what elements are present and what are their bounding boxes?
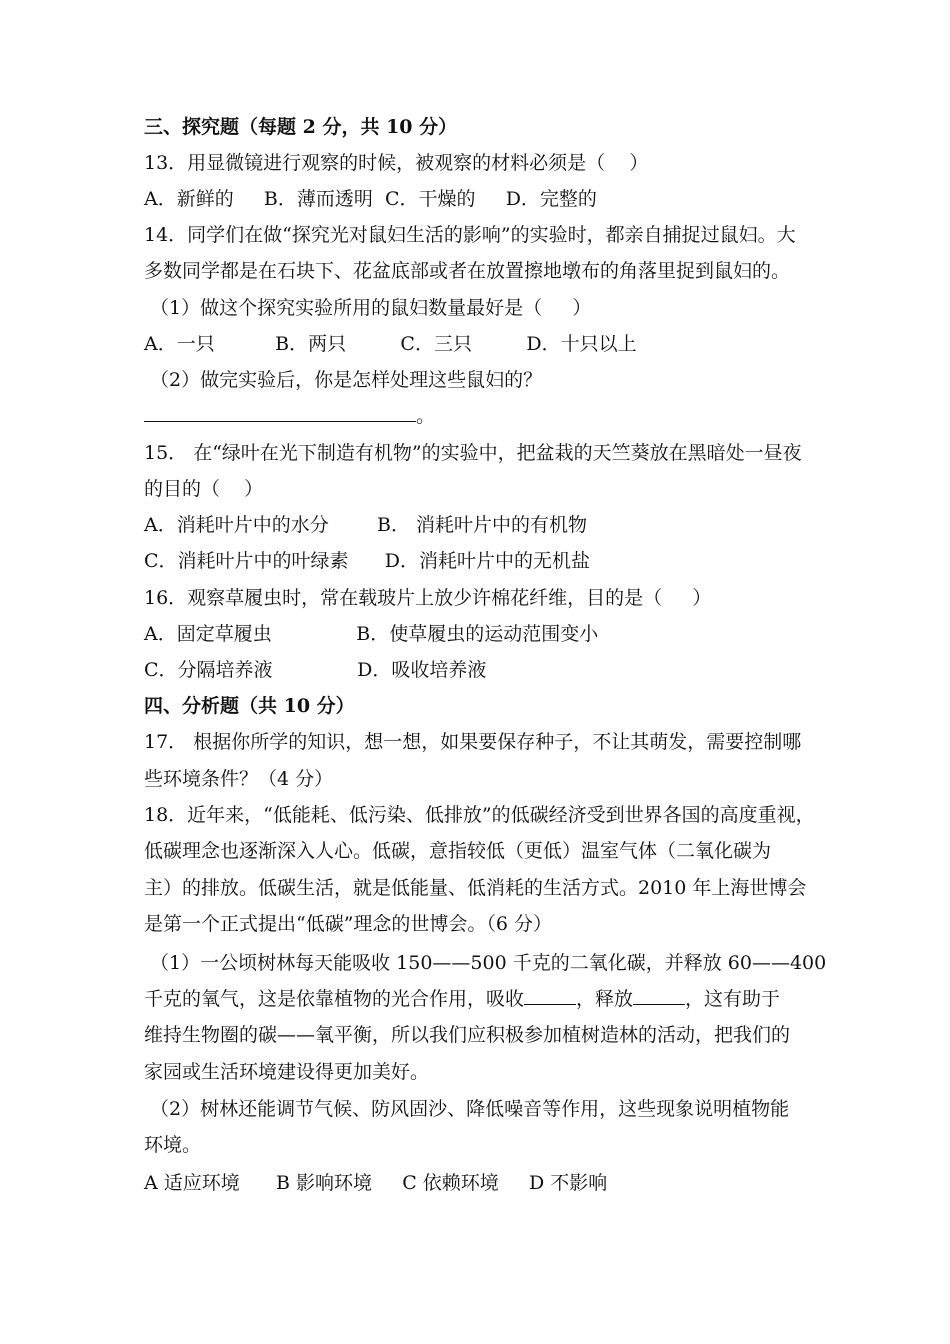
section-three-heading: 三、探究题（每题 2 分，共 10 分） xyxy=(144,116,458,138)
question-16-options-cd: C．分隔培养液 D．吸收培养液 xyxy=(144,659,487,681)
question-16-options-ab: A．固定草履虫 B．使草履虫的运动范围变小 xyxy=(144,623,599,645)
question-14-line-1: 14．同学们在做“探究光对鼠妇生活的影响”的实验时，都亲自捕捉过鼠妇。大 xyxy=(144,224,796,246)
question-17-line-2: 些环境条件？（4 分） xyxy=(144,768,334,790)
question-15-line-2: 的目的（ ） xyxy=(144,478,264,500)
question-18-line-3: 主）的排放。低碳生活，就是低能量、低消耗的生活方式。2010 年上海世博会 xyxy=(144,877,807,899)
question-18-line-2: 低碳理念也逐渐深入人心。低碳，意指较低（更低）温室气体（二氧化碳为 xyxy=(144,840,772,862)
question-13-options: A．新鲜的 B．薄而透明 C．干燥的 D．完整的 xyxy=(144,188,597,210)
question-14-part-1-options: A．一只 B．两只 C．三只 D．十只以上 xyxy=(144,333,637,355)
question-14-part-1: （1）做这个探究实验所用的鼠妇数量最好是（ ） xyxy=(144,297,592,319)
question-18-part-1-line-3: 维持生物圈的碳——氧平衡，所以我们应积极参加植树造林的活动，把我们的 xyxy=(144,1024,791,1046)
question-18-part-1-line-2: 千克的氧气，这是依靠植物的光合作用，吸收 ，释放 ，这有助于 xyxy=(144,988,781,1010)
question-18-part-2-line-1: （2）树林还能调节气候、防风固沙、降低噪音等作用，这些现象说明植物能 xyxy=(144,1098,790,1120)
release-blank[interactable] xyxy=(633,1004,685,1005)
answer-blank[interactable] xyxy=(144,421,416,422)
question-18-line-4: 是第一个正式提出“低碳”理念的世博会。（6 分） xyxy=(144,913,553,935)
section-four-heading: 四、分析题（共 10 分） xyxy=(144,695,355,717)
question-15-options-cd: C．消耗叶片中的叶绿素 D．消耗叶片中的无机盐 xyxy=(144,550,591,572)
question-15-options-ab: A．消耗叶片中的水分 B． 消耗叶片中的有机物 xyxy=(144,514,588,536)
period: 。 xyxy=(416,405,436,427)
answer-blank-line xyxy=(144,402,810,430)
question-18-line-1: 18．近年来，“低能耗、低污染、低排放”的低碳经济受到世界各国的高度重视， xyxy=(144,804,815,826)
question-16: 16．观察草履虫时，常在载玻片上放少许棉花纤维，目的是（ ） xyxy=(144,587,712,609)
question-17-line-1: 17． 根据你所学的知识，想一想，如果要保存种子，不让其萌发，需要控制哪 xyxy=(144,731,802,753)
question-18-part-2-options: A 适应环境 B 影响环境 C 依赖环境 D 不影响 xyxy=(144,1172,608,1194)
absorb-blank[interactable] xyxy=(524,1004,576,1005)
question-18-part-1-line-4: 家园或生活环境建设得更加美好。 xyxy=(144,1061,430,1083)
question-15-line-1: 15． 在“绿叶在光下制造有机物”的实验中，把盆栽的天竺葵放在黑暗处一昼夜 xyxy=(144,442,802,464)
question-18-part-2-line-2: 环境。 xyxy=(144,1134,202,1156)
question-13: 13．用显微镜进行观察的时候，被观察的材料必须是（ ） xyxy=(144,152,649,174)
question-14-line-2: 多数同学都是在石块下、花盆底部或者在放置擦地墩布的角落里捉到鼠妇的。 xyxy=(144,260,791,282)
question-14-part-2: （2）做完实验后，你是怎样处理这些鼠妇的？ xyxy=(144,369,543,391)
question-18-part-1-line-1: （1）一公顷树林每天能吸收 150——500 千克的二氧化碳，并释放 60——400 xyxy=(144,952,827,974)
